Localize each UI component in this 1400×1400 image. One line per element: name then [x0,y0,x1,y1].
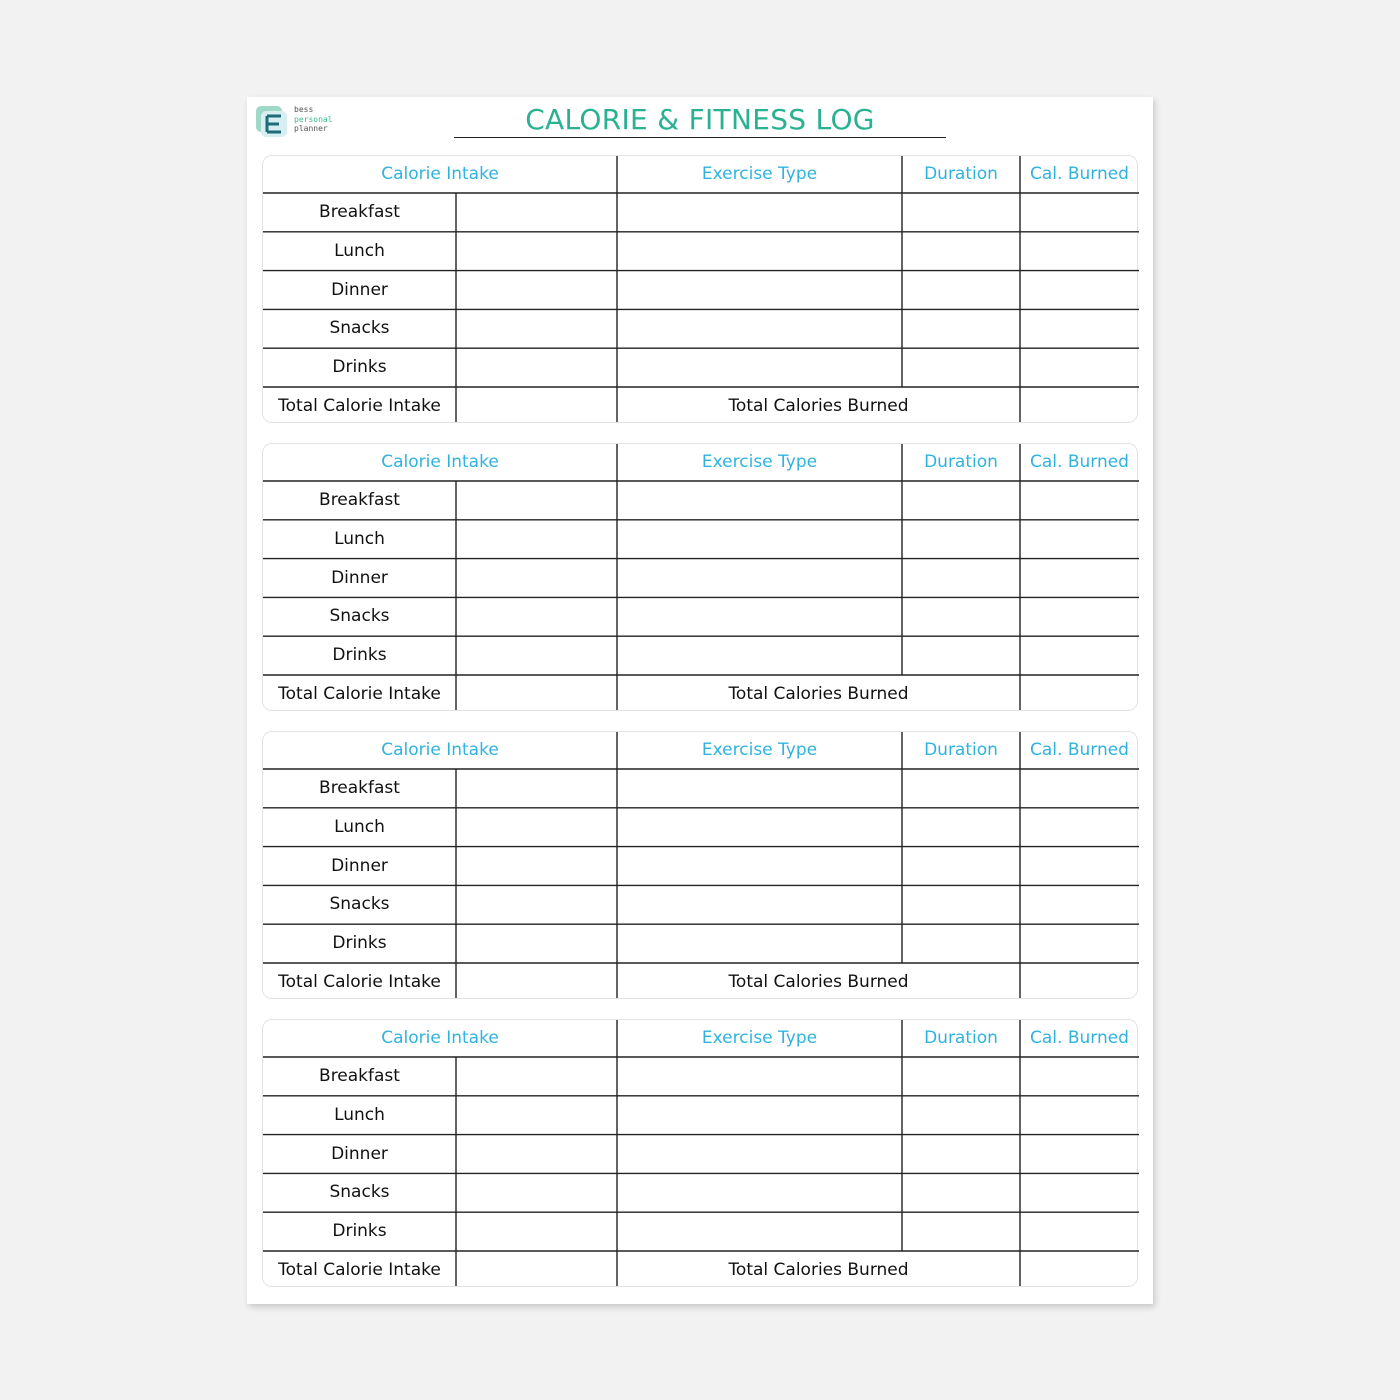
meal-label: Lunch [334,816,385,837]
log-block [262,155,1138,423]
total-intake-label: Total Calorie Intake [278,396,441,416]
meal-label: Drinks [332,1221,387,1242]
meal-label: Snacks [329,1182,390,1203]
meal-label: Breakfast [319,490,400,510]
meal-label: Dinner [331,567,388,588]
log-block [262,443,1138,711]
brand-line-2: personal [294,114,333,124]
meal-label: Snacks [329,894,390,915]
meal-label: Snacks [329,318,390,339]
brand-line-1: bess [294,105,314,114]
header-duration: Duration [924,740,998,760]
planner-logo-icon [255,105,289,139]
meal-label: Dinner [331,279,388,300]
brand-logo [255,105,345,139]
meal-label: Breakfast [319,778,400,798]
header-cal-burned: Cal. Burned [1030,740,1129,760]
header-cal-burned: Cal. Burned [1030,452,1129,472]
meal-label: Drinks [332,357,387,378]
meal-label: Lunch [334,1104,385,1125]
brand-line-3: planner [294,124,328,133]
total-intake-label: Total Calorie Intake [278,684,441,704]
meal-label: Lunch [334,528,385,549]
total-intake-label: Total Calorie Intake [278,1260,441,1280]
header-duration: Duration [924,452,998,472]
header-exercise-type: Exercise Type [701,164,818,184]
total-burned-label: Total Calories Burned [728,684,909,704]
meal-label: Lunch [334,240,385,261]
meal-label: Dinner [331,1143,388,1164]
header-calorie-intake: Calorie Intake [381,164,499,184]
header-calorie-intake: Calorie Intake [381,1028,499,1048]
log-block [262,1019,1138,1287]
meal-label: Drinks [332,933,387,954]
header-cal-burned: Cal. Burned [1030,1028,1129,1048]
meal-label: Breakfast [319,1066,400,1086]
header-exercise-type: Exercise Type [701,1028,818,1048]
header-exercise-type: Exercise Type [701,740,818,760]
meal-label: Breakfast [319,202,400,222]
log-sheet [247,97,1153,1304]
total-burned-label: Total Calories Burned [728,972,909,992]
header-calorie-intake: Calorie Intake [381,452,499,472]
header-duration: Duration [924,164,998,184]
meal-label: Drinks [332,645,387,666]
log-block [262,731,1138,999]
header-duration: Duration [924,1028,998,1048]
page-title: CALORIE & FITNESS LOG [454,101,946,138]
total-burned-label: Total Calories Burned [728,1260,909,1280]
meal-label: Dinner [331,855,388,876]
meal-label: Snacks [329,606,390,627]
header-cal-burned: Cal. Burned [1030,164,1129,184]
total-intake-label: Total Calorie Intake [278,972,441,992]
total-burned-label: Total Calories Burned [728,396,909,416]
header-calorie-intake: Calorie Intake [381,740,499,760]
header-exercise-type: Exercise Type [701,452,818,472]
